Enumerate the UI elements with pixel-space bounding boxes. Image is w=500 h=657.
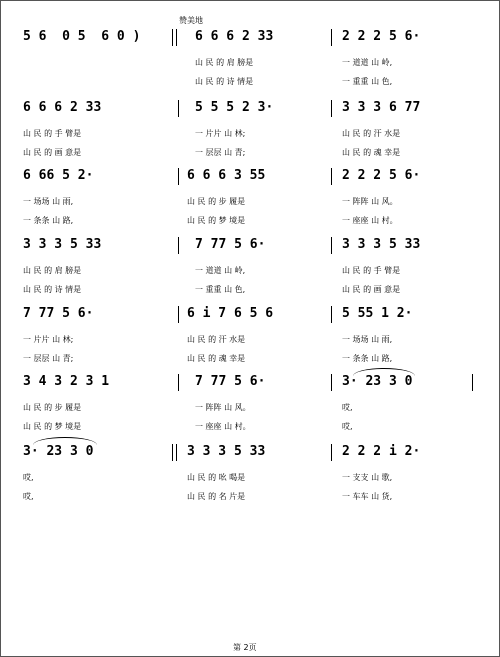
barline: [176, 444, 177, 461]
lyric-text: 山 民 的 梦 境是: [187, 216, 246, 225]
lyric-line: [1, 472, 499, 484]
lyric-text: 一 座座 山 村。: [342, 216, 398, 225]
lyric-text: 哎,: [23, 492, 34, 501]
barline: [178, 374, 179, 391]
measure-notes: 6 6 6 2 33: [195, 29, 274, 44]
lyric-text: 山 民 的 步 履是: [187, 197, 246, 206]
lyric-text: 一 场场 山 雨,: [342, 335, 393, 344]
lyric-text: 一 层层 山 青;: [23, 354, 74, 363]
lyric-text: 山 民 的 步 履是: [23, 403, 82, 412]
lyric-text: 山 民 的 吆 喝是: [187, 473, 246, 482]
measure-notes: 7 77 5 6·: [23, 306, 94, 321]
lyric-text: 一 层层 山 青;: [195, 148, 246, 157]
lyric-text: 一 片片 山 林;: [195, 129, 246, 138]
lyric-text: 哎,: [23, 473, 34, 482]
lyric-text: 一 片片 山 林;: [23, 335, 74, 344]
lyric-text: 山 民 的 汗 水是: [342, 129, 401, 138]
measure-notes: 5 5 5 2 3·: [195, 100, 274, 115]
lyric-line: [1, 284, 499, 296]
lyric-text: 一 阵阵 山 风。: [342, 197, 398, 206]
lyric-text: 山 民 的 肩 膀是: [23, 266, 82, 275]
lyric-text: 山 民 的 画 意是: [342, 285, 401, 294]
lyric-line: [1, 215, 499, 227]
lyric-line: [1, 128, 499, 140]
page-number: 第 2页: [233, 643, 257, 652]
lyric-text: 一 条条 山 路,: [23, 216, 74, 225]
lyric-line: [1, 147, 499, 159]
measure-notes: 2 2 2 5 6·: [342, 168, 421, 183]
measure-notes: 3 3 3 5 33: [23, 237, 102, 252]
lyric-text: 山 民 的 梦 境是: [23, 422, 82, 431]
lyric-text: 一 重重 山 色,: [342, 77, 393, 86]
barline: [178, 168, 179, 185]
measure-notes: 5 6 0 5 6 0 ): [23, 29, 141, 44]
lyric-text: 一 道道 山 岭,: [195, 266, 246, 275]
measure-notes: 6 6 6 3 55: [187, 168, 266, 183]
lyric-line: [1, 76, 499, 88]
measure-notes: 2 2 2 i 2·: [342, 444, 421, 459]
lyric-text: 一 座座 山 村。: [195, 422, 251, 431]
barline: [472, 374, 473, 391]
barline: [331, 29, 332, 46]
lyric-text: 一 重重 山 色,: [195, 285, 246, 294]
lyric-text: 山 民 的 手 臂是: [23, 129, 82, 138]
measure-notes: 3· 23 3 0: [342, 374, 413, 389]
lyric-text: 一 车车 山 货,: [342, 492, 393, 501]
lyric-text: 山 民 的 诗 情是: [23, 285, 82, 294]
barline: [331, 168, 332, 185]
lyric-line: [1, 421, 499, 433]
barline: [178, 100, 179, 117]
lyric-text: 一 阵阵 山 风。: [195, 403, 251, 412]
lyric-text: 一 场场 山 雨,: [23, 197, 74, 206]
barline: [331, 306, 332, 323]
lyric-text: 山 民 的 手 臂是: [342, 266, 401, 275]
lyric-text: 哎,: [342, 422, 353, 431]
barline: [172, 29, 173, 46]
lyric-text: 山 民 的 魂 幸是: [342, 148, 401, 157]
measure-notes: 3· 23 3 0: [23, 444, 94, 459]
lyric-line: [1, 491, 499, 503]
lyric-text: 一 支支 山 歌,: [342, 473, 393, 482]
lyric-text: 山 民 的 汗 水是: [187, 335, 246, 344]
lyric-text: 山 民 的 画 意是: [23, 148, 82, 157]
barline: [331, 374, 332, 391]
barline: [172, 444, 173, 461]
lyric-line: [1, 353, 499, 365]
barline: [178, 306, 179, 323]
measure-notes: 6 66 5 2·: [23, 168, 94, 183]
measure-notes: 7 77 5 6·: [195, 374, 266, 389]
measure-notes: 2 2 2 5 6·: [342, 29, 421, 44]
lyric-text: 山 民 的 名 片是: [187, 492, 246, 501]
lyric-text: 一 条条 山 路,: [342, 354, 393, 363]
measure-notes: 3 4 3 2 3 1: [23, 374, 110, 389]
measure-notes: 3 3 3 6 77: [342, 100, 421, 115]
lyric-text: 一 道道 山 岭,: [342, 58, 393, 67]
lyric-text: 山 民 的 魂 幸是: [187, 354, 246, 363]
score-title: 赞美地: [179, 16, 203, 25]
measure-notes: 6 6 6 2 33: [23, 100, 102, 115]
barline: [176, 29, 177, 46]
lyric-line: [1, 196, 499, 208]
measure-notes: 3 3 3 5 33: [342, 237, 421, 252]
lyric-line: [1, 402, 499, 414]
measure-notes: 5 55 1 2·: [342, 306, 413, 321]
barline: [178, 237, 179, 254]
barline: [331, 444, 332, 461]
barline: [331, 237, 332, 254]
lyric-text: 山 民 的 诗 情是: [195, 77, 254, 86]
lyric-line: [1, 265, 499, 277]
lyric-text: 哎,: [342, 403, 353, 412]
lyric-line: [1, 57, 499, 69]
lyric-text: 山 民 的 肩 膀是: [195, 58, 254, 67]
barline: [331, 100, 332, 117]
measure-notes: 7 77 5 6·: [195, 237, 266, 252]
measure-notes: 6 i 7 6 5 6: [187, 306, 274, 321]
measure-notes: 3 3 3 5 33: [187, 444, 266, 459]
lyric-line: [1, 334, 499, 346]
